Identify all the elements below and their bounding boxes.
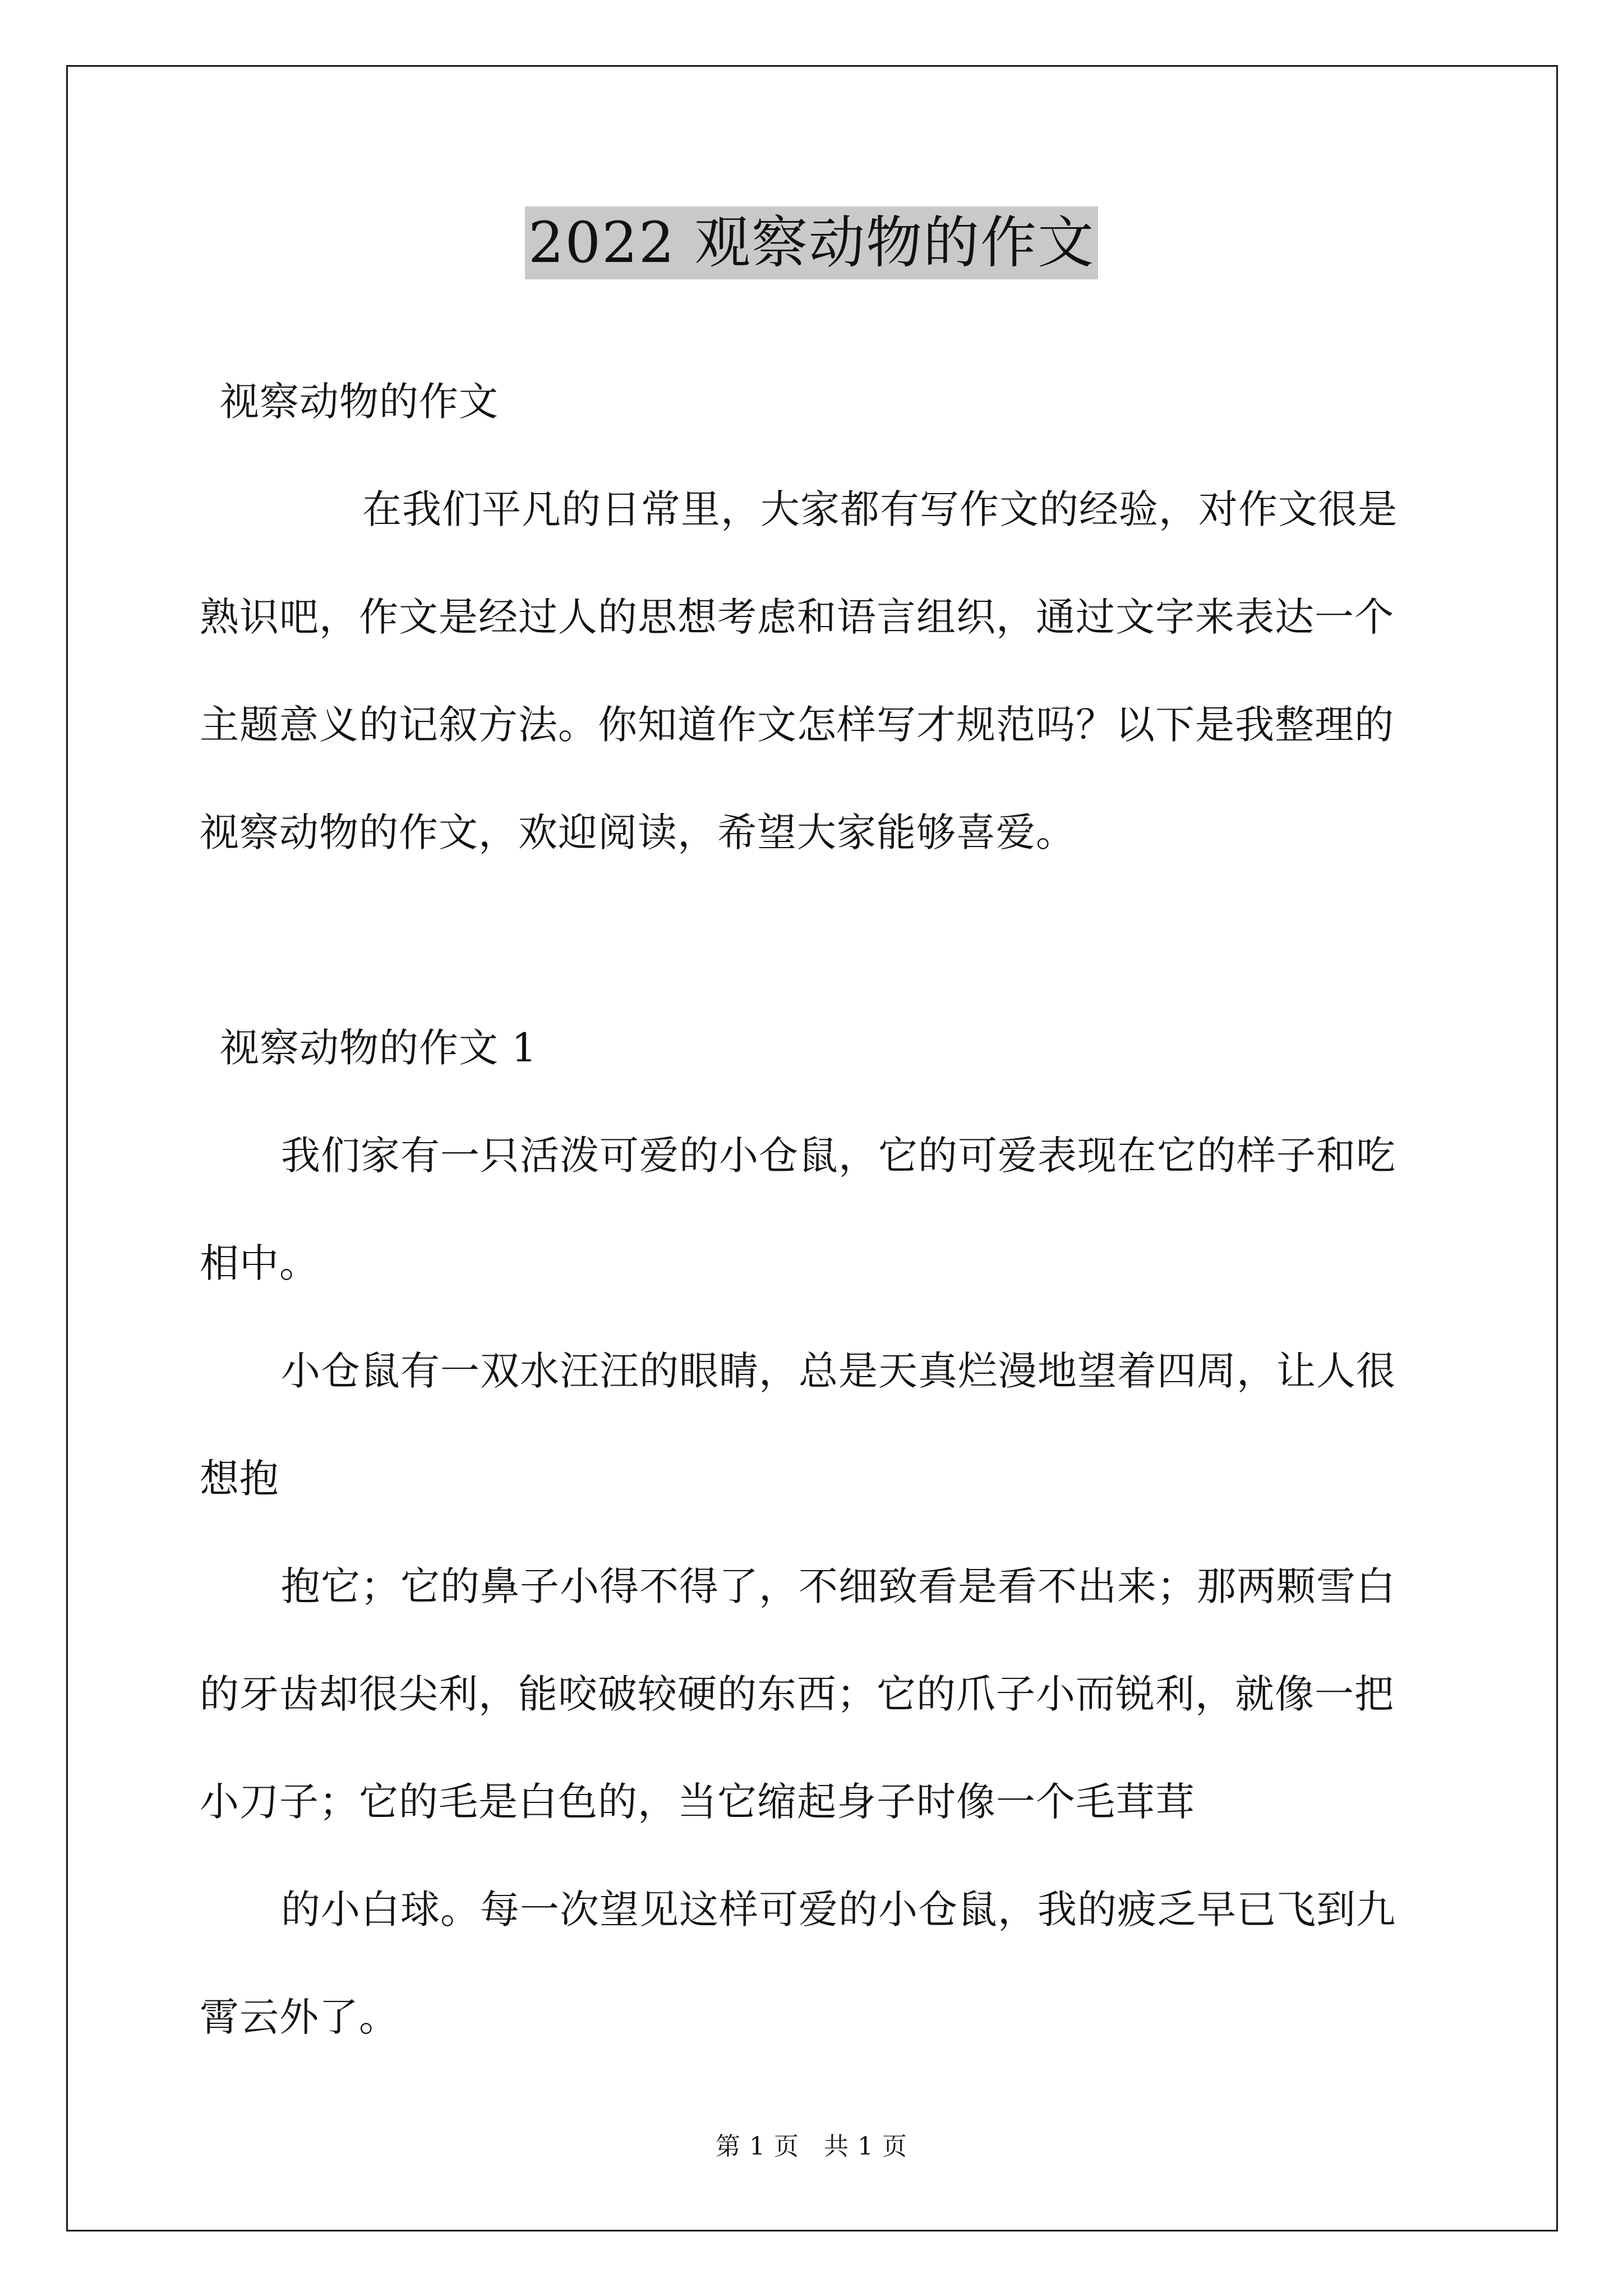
page-footer [0, 2126, 1623, 2162]
body-paragraph: 我们家有一只活泼可爱的小仓鼠，它的可爱表现在它的样子和吃相中。 [200, 1133, 1396, 1286]
section-heading: 视察动物的作文 1 [220, 1025, 537, 1071]
document-body [200, 348, 1433, 2071]
intro-paragraph: 在我们平凡的日常里，大家都有写作文的经验，对作文很是熟识吧，作文是经过人的思想考虑和语言组织，通过文字来表达一个主题意义的记叙方法。你知道作文怎样写才规范吗？以下是我整理的视察动物的作文，欢迎阅读，希望大家能够喜爱。 [200, 486, 1398, 855]
body-paragraph: 的小白球。每一次望见这样可爱的小仓鼠，我的疲乏早已飞到九霄云外了。 [200, 1887, 1396, 2040]
body-paragraph: 抱它；它的鼻子小得不得了，不细致看是看不出来；那两颗雪白的牙齿却很尖利，能咬破较硬的东西；它的爪子小而锐利，就像一把小刀子；它的毛是白色的，当它缩起身子时像一个毛茸茸 [200, 1563, 1396, 1825]
intro-heading: 视察动物的作文 [220, 379, 499, 425]
page-total: 共 1 页 [824, 2132, 907, 2161]
section-spacer [200, 886, 1433, 994]
document-title: 2022 观察动物的作文 [525, 206, 1098, 279]
body-paragraph: 小仓鼠有一双水汪汪的眼睛，总是天真烂漫地望着四周，让人很想抱 [200, 1348, 1396, 1502]
page-number: 第 1 页 [716, 2132, 799, 2161]
title-container [0, 206, 1623, 279]
